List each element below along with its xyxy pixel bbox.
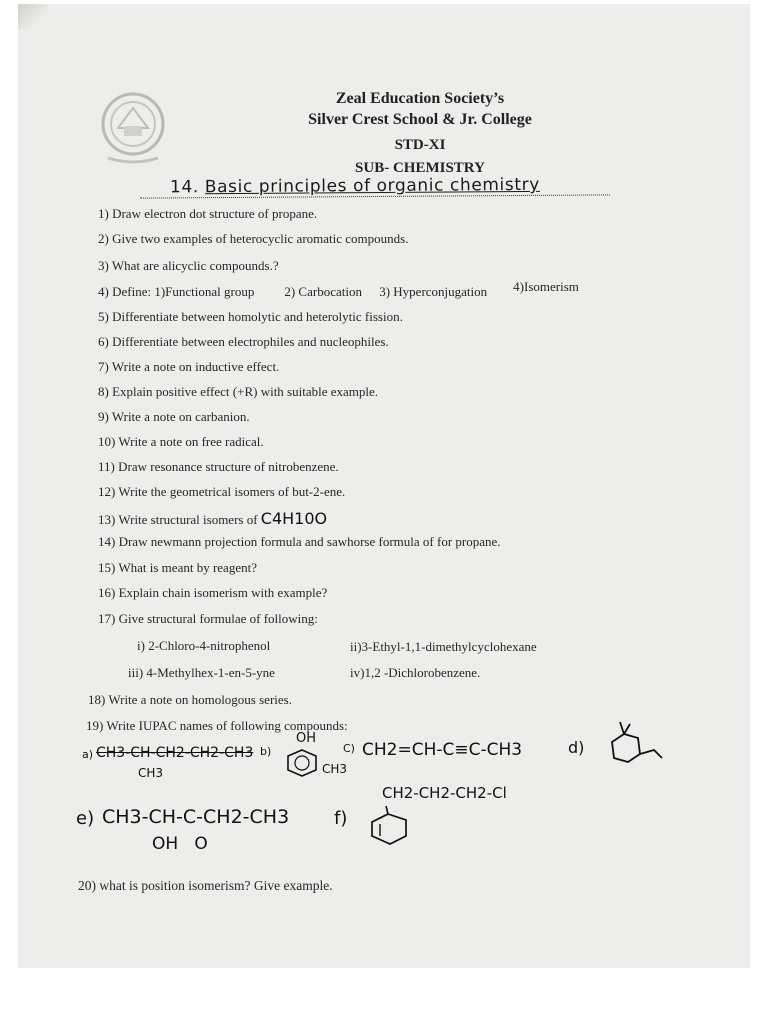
subject: SUB- CHEMISTRY xyxy=(355,160,485,176)
question-15: 15) What is meant by reagent? xyxy=(98,560,257,575)
compound-f-label: f) xyxy=(334,808,348,829)
question-14: 14) Draw newmann projection formula and sawhorse formula of for propane. xyxy=(98,534,501,549)
chapter-number: 14. xyxy=(169,177,199,198)
question-13: 13) Write structural isomers of C4H10O xyxy=(98,509,328,528)
benzene-ring-b-icon xyxy=(282,748,322,778)
compound-a-branch: CH3 xyxy=(138,766,164,780)
question-20: 20) what is position isomerism? Give example. xyxy=(78,878,333,893)
q17-item-iii: iii) 4-Methylhex-1-en-5-yne xyxy=(128,665,275,680)
cyclohexane-structure-icon xyxy=(600,720,672,770)
benzene-ring-f-icon xyxy=(368,806,412,846)
question-18: 18) Write a note on homologous series. xyxy=(88,692,292,707)
compound-f-chain: CH2-CH2-CH2-Cl xyxy=(382,784,507,802)
question-12: 12) Write the geometrical isomers of but-2-ene. xyxy=(98,484,346,499)
school-logo-icon xyxy=(96,88,170,168)
question-10: 10) Write a note on free radical. xyxy=(98,434,264,449)
question-2: 2) Give two examples of heterocyclic aromatic compounds. xyxy=(98,231,409,246)
school-name: Silver Crest School & Jr. College xyxy=(308,111,532,128)
compound-b-label: b) xyxy=(260,745,272,758)
compound-b-oh: OH xyxy=(296,731,317,746)
compound-c-formula: CH2=CH-C≡C-CH3 xyxy=(362,740,523,760)
chapter-title xyxy=(140,174,610,198)
compound-d-label: d) xyxy=(568,738,585,757)
question-3: 3) What are alicyclic compounds.? xyxy=(98,258,279,273)
compound-e-formula: CH3-CH-C-CH2-CH3 xyxy=(102,806,290,828)
question-17: 17) Give structural formulae of following: xyxy=(98,611,318,626)
question-7: 7) Write a note on inductive effect. xyxy=(98,359,280,374)
compound-a-label: a) xyxy=(82,748,94,761)
compound-e-substituents: OH O xyxy=(152,834,208,854)
folded-corner xyxy=(18,4,48,30)
compound-c-label: C) xyxy=(343,742,355,755)
question-1: 1) Draw electron dot structure of propane. xyxy=(98,206,318,221)
standard: STD-XI xyxy=(394,137,446,153)
chapter-name: Basic principles of organic chemistry xyxy=(204,174,540,198)
compound-e-label: e) xyxy=(76,808,95,829)
q17-item-iv: iv)1,2 -Dichlorobenzene. xyxy=(350,665,481,680)
handwritten-formula: C4H10O xyxy=(260,509,328,528)
society-name: Zeal Education Society’s xyxy=(335,90,505,107)
q17-item-ii: ii)3-Ethyl-1,1-dimethylcyclohexane xyxy=(350,639,537,654)
compound-a-formula: CH3-CH-CH2-CH2-CH3 xyxy=(96,745,254,761)
q17-item-i: i) 2-Chloro-4-nitrophenol xyxy=(137,638,271,653)
question-19: 19) Write IUPAC names of following compounds: xyxy=(86,718,348,733)
question-9: 9) Write a note on carbanion. xyxy=(98,409,250,424)
question-8: 8) Explain positive effect (+R) with suitable example. xyxy=(98,384,379,399)
question-5: 5) Differentiate between homolytic and heterolytic fission. xyxy=(98,309,403,324)
question-11: 11) Draw resonance structure of nitrobenzene. xyxy=(98,459,339,474)
question-6: 6) Differentiate between electrophiles and nucleophiles. xyxy=(98,334,389,349)
question-4: 4) Define: 1)Functional group 2) Carbocation 3) Hyperconjugation 4)Isomerism xyxy=(98,279,579,299)
compound-b-ch3: CH3 xyxy=(322,762,348,776)
question-16: 16) Explain chain isomerism with example? xyxy=(98,585,328,600)
